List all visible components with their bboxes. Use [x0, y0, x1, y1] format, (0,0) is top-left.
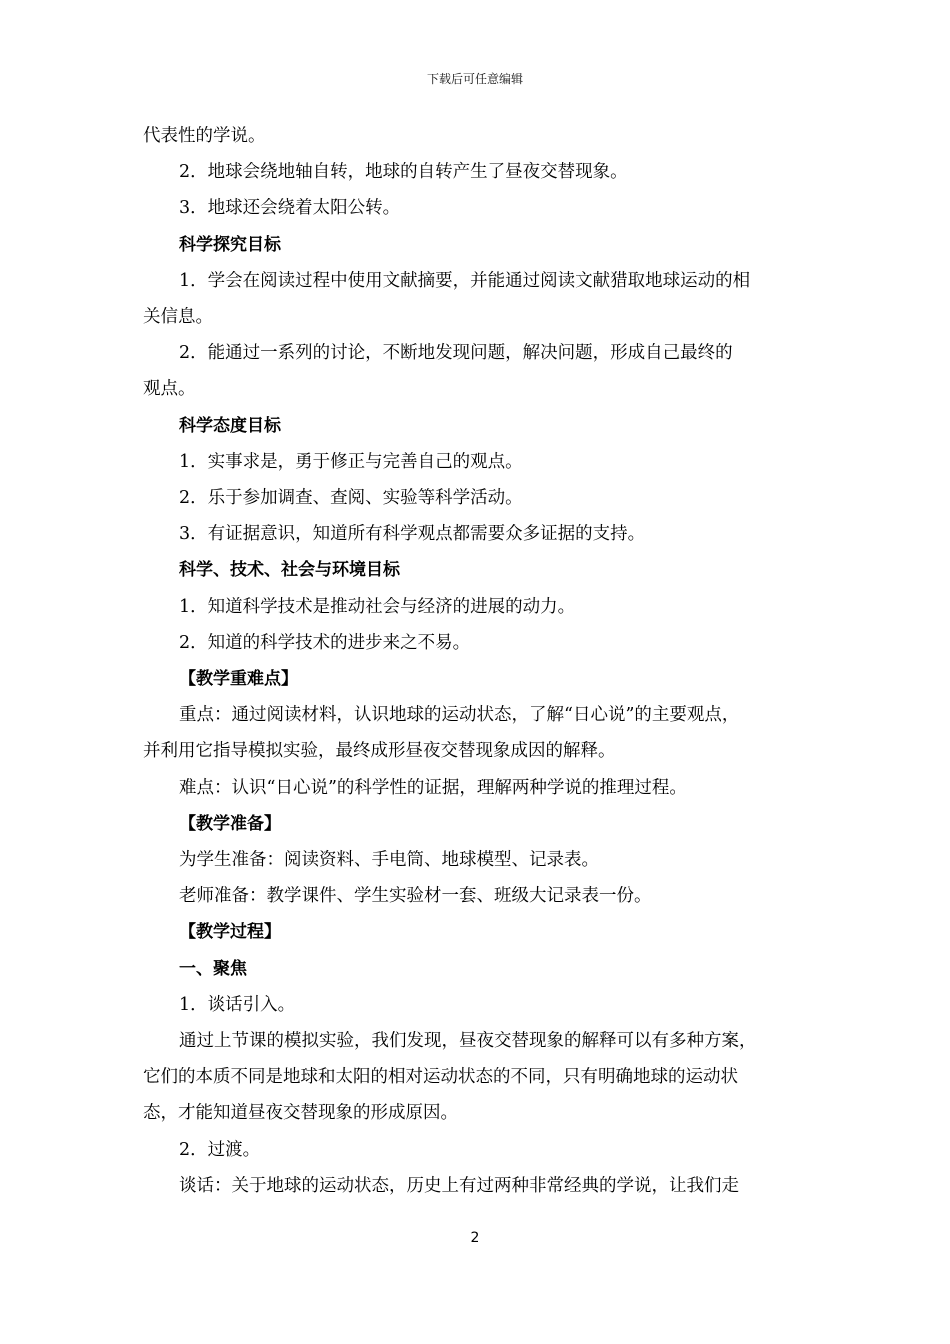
paragraph-line: 3．地球还会绕着太阳公转。: [179, 198, 401, 219]
paragraph-line: 态，才能知道昼夜交替现象的形成原因。: [143, 1103, 458, 1124]
section-heading: 科学态度目标: [179, 415, 281, 436]
paragraph-line: 2．过渡。: [179, 1139, 261, 1160]
paragraph-line: 为学生准备：阅读资料、手电筒、地球模型、记录表。: [179, 850, 599, 870]
paragraph-line: 2．知道的科学技术的进步来之不易。: [179, 632, 471, 653]
paragraph-line: 1．学会在阅读过程中使用文献摘要，并能通过阅读文献猎取地球运动的相: [179, 270, 751, 291]
paragraph-line: 关信息。: [143, 307, 213, 327]
section-heading: 科学探究目标: [179, 234, 281, 255]
paragraph-line: 2．能通过一系列的讨论，不断地发现问题，解决问题，形成自己最终的: [179, 343, 733, 364]
paragraph-line: 2．乐于参加调查、查阅、实验等科学活动。: [179, 488, 523, 508]
paragraph-line: 并利用它指导模拟实验，最终成形昼夜交替现象成因的解释。: [143, 741, 616, 762]
paragraph-line: 它们的本质不同是地球和太阳的相对运动状态的不同，只有明确地球的运动状: [143, 1067, 738, 1088]
section-heading: 一、聚焦: [179, 958, 247, 979]
paragraph-line: 2．地球会绕地轴自转，地球的自转产生了昼夜交替现象。: [179, 162, 628, 183]
paragraph-line: 老师准备：教学课件、学生实验材一套、班级大记录表一份。: [179, 886, 652, 907]
paragraph-line: 代表性的学说。: [143, 126, 266, 146]
page-number: 2: [470, 1230, 480, 1246]
section-heading: 【教学准备】: [179, 813, 281, 834]
paragraph-line: 难点：认识“日心说”的科学性的证据，理解两种学说的推理过程。: [179, 777, 687, 798]
section-heading: 【教学过程】: [179, 922, 281, 943]
paragraph-line: 谈话：关于地球的运动状态，历史上有过两种非常经典的学说，让我们走: [179, 1175, 739, 1196]
section-heading: 科学、技术、社会与环境目标: [179, 560, 400, 581]
page-header: 下载后可任意编辑: [426, 72, 523, 86]
paragraph-line: 重点：通过阅读材料，认识地球的运动状态，了解“日心说”的主要观点，: [179, 705, 740, 726]
paragraph-line: 1．知道科学技术是推动社会与经济的进展的动力。: [179, 596, 576, 617]
paragraph-line: 观点。: [143, 379, 196, 400]
paragraph-line: 1．实事求是，勇于修正与完善自己的观点。: [179, 451, 523, 472]
section-heading: 【教学重难点】: [179, 669, 298, 689]
paragraph-line: 通过上节课的模拟实验，我们发现，昼夜交替现象的解释可以有多种方案，: [179, 1031, 757, 1051]
paragraph-line: 1．谈话引入。: [179, 994, 296, 1015]
paragraph-line: 3．有证据意识，知道所有科学观点都需要众多证据的支持。: [179, 524, 646, 545]
